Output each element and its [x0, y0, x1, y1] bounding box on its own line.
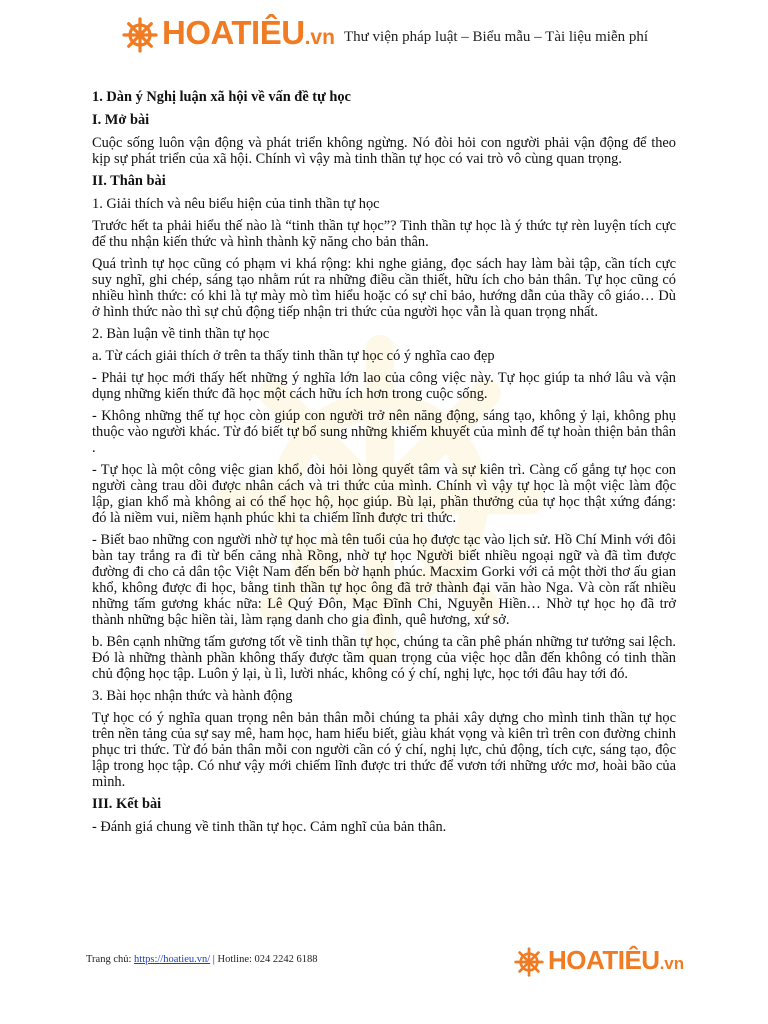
paragraph: - Biết bao những con người nhờ tự học mà tên tuổi của họ được tạc vào lịch sử. Hồ Chí Minh với đôi bàn tay trắng ra đi từ bến cảng nhà Rồng, nhờ tự học Người biết nhiều ngoại ngữ và đã tìm được đường đi cho cả dân tộc Việt Nam đến bến bờ hạnh phúc. Macxim Gorki với cả một thời thơ ấu gian khổ, không được đi học, bằng tinh thần tự học ông đã trở thành đại văn hào Nga. Và còn rất nhiều những tấm gương khác nữa: Lê Quý Đôn, Mạc Đĩnh Chi, Nguyễn Hiền… Nhờ tự học họ đã trở thành những bậc hiền tài, làm rạng danh cho gia đình, quê hương, xứ sở.: [92, 532, 676, 628]
paragraph: a. Từ cách giải thích ở trên ta thấy tinh thần tự học có ý nghĩa cao đẹp: [92, 348, 495, 364]
paragraph: Tự học có ý nghĩa quan trọng nên bản thân mỗi chúng ta phải xây dựng cho mình tinh thần tự học trên nền tảng của sự say mê, ham học, ham hiểu biết, giàu khát vọng và kiên trì trên con đường chinh phục tri thức. Từ đó bản thân mỗi con người cần có ý chí, nghị lực, chủ động, tích cực, sáng tạo, độc lập trong học tập. Có như vậy mới chiếm lĩnh được tri thức để vươn tới những ước mơ, hoài bão của mình.: [92, 710, 676, 790]
header-tagline: Thư viện pháp luật – Biểu mẫu – Tài liệu miễn phí: [344, 29, 649, 45]
paragraph: Quá trình tự học cũng có phạm vi khá rộng: khi nghe giảng, đọc sách hay làm bài tập, cần tích cực suy nghĩ, ghi chép, sáng tạo nhằm rút ra những điều cần thiết, hữu ích cho bản thân. Tự học cũng có nhiều hình thức: có khi là tự mày mò tìm hiểu hoặc có sự chỉ bảo, hướng dẫn của thầy cô giáo… Dù ở hình thức nào thì sự chủ động tiếp nhận tri thức của người học vẫn là quan trọng nhất.: [92, 256, 676, 320]
ship-wheel-icon: [122, 17, 158, 53]
logo-suffix: .vn: [304, 25, 335, 49]
paragraph: - Đánh giá chung về tinh thần tự học. Cảm nghĩ của bản thân.: [92, 819, 447, 835]
footer-info: [86, 954, 318, 965]
ship-wheel-icon: [514, 947, 544, 977]
paragraph: - Phải tự học mới thấy hết những ý nghĩa lớn lao của công việc này. Tự học giúp ta nhớ lâu và vận dụng những kiến thức đã học một cách hữu ích hơn trong cuộc sống.: [92, 370, 676, 402]
hoatieu-logo[interactable]: [122, 15, 335, 55]
section-heading: 1. Dàn ý Nghị luận xã hội về vấn đề tự học: [92, 89, 351, 105]
document-body: [92, 86, 676, 841]
section-heading: II. Thân bài: [92, 173, 166, 189]
footer-hotline: | Hotline: 024 2242 6188: [210, 954, 318, 965]
section-heading: III. Kết bài: [92, 796, 162, 812]
logo-text: [162, 13, 335, 58]
footer-logo-main: HOATIÊU: [548, 945, 660, 975]
paragraph: 3. Bài học nhận thức và hành động: [92, 688, 293, 704]
paragraph: - Tự học là một công việc gian khổ, đòi hỏi lòng quyết tâm và sự kiên trì. Càng cố gắng tự học con người càng trau dồi được nhân cách và tri thức của mình. Chính vì vậy tự học là một việc làm độc lập, gian khổ mà không ai có thể học hộ, học giúp. Bù lại, phần thưởng của tự học thật xứng đáng: đó là niềm vui, niềm hạnh phúc khi ta chiếm lĩnh được tri thức.: [92, 462, 676, 526]
footer-logo[interactable]: [514, 940, 684, 984]
paragraph: Trước hết ta phải hiểu thế nào là “tinh thần tự học”? Tinh thần tự học là ý thức tự rèn luyện tích cực để thu nhận kiến thức và hình thành kỹ năng cho bản thân.: [92, 218, 676, 250]
paragraph: Cuộc sống luôn vận động và phát triển không ngừng. Nó đòi hỏi con người phải vận động để theo kịp sự phát triển của xã hội. Chính vì vậy mà tinh thần tự học có vai trò vô cùng quan trọng.: [92, 135, 676, 167]
footer-logo-suffix: .vn: [659, 954, 685, 973]
paragraph: - Không những thế tự học còn giúp con người trở nên năng động, sáng tạo, không ỷ lại, không phụ thuộc vào người khác. Từ đó biết tự bổ sung những khiếm khuyết của mình để tự hoàn thiện bản thân .: [92, 408, 676, 456]
footer-logo-text: [548, 940, 684, 984]
paragraph: b. Bên cạnh những tấm gương tốt về tinh thần tự học, chúng ta cần phê phán những tư tưởng sai lệch. Đó là những thành phần không thấy được tầm quan trọng của việc học dẫn đến không có tinh thần chủ động học tập. Luôn ỷ lại, ù lì, lười nhác, không có ý chí, nghị lực, học tới đâu hay tới đó.: [92, 634, 676, 682]
section-heading: I. Mở bài: [92, 112, 150, 128]
page-header: [0, 0, 768, 80]
logo-main: HOATIÊU: [162, 13, 305, 51]
footer-home-link[interactable]: https://hoatieu.vn/: [134, 954, 211, 965]
footer-home-label: Trang chủ:: [86, 954, 135, 965]
paragraph: 1. Giải thích và nêu biểu hiện của tinh thần tự học: [92, 196, 380, 212]
paragraph: 2. Bàn luận về tinh thần tự học: [92, 326, 270, 342]
